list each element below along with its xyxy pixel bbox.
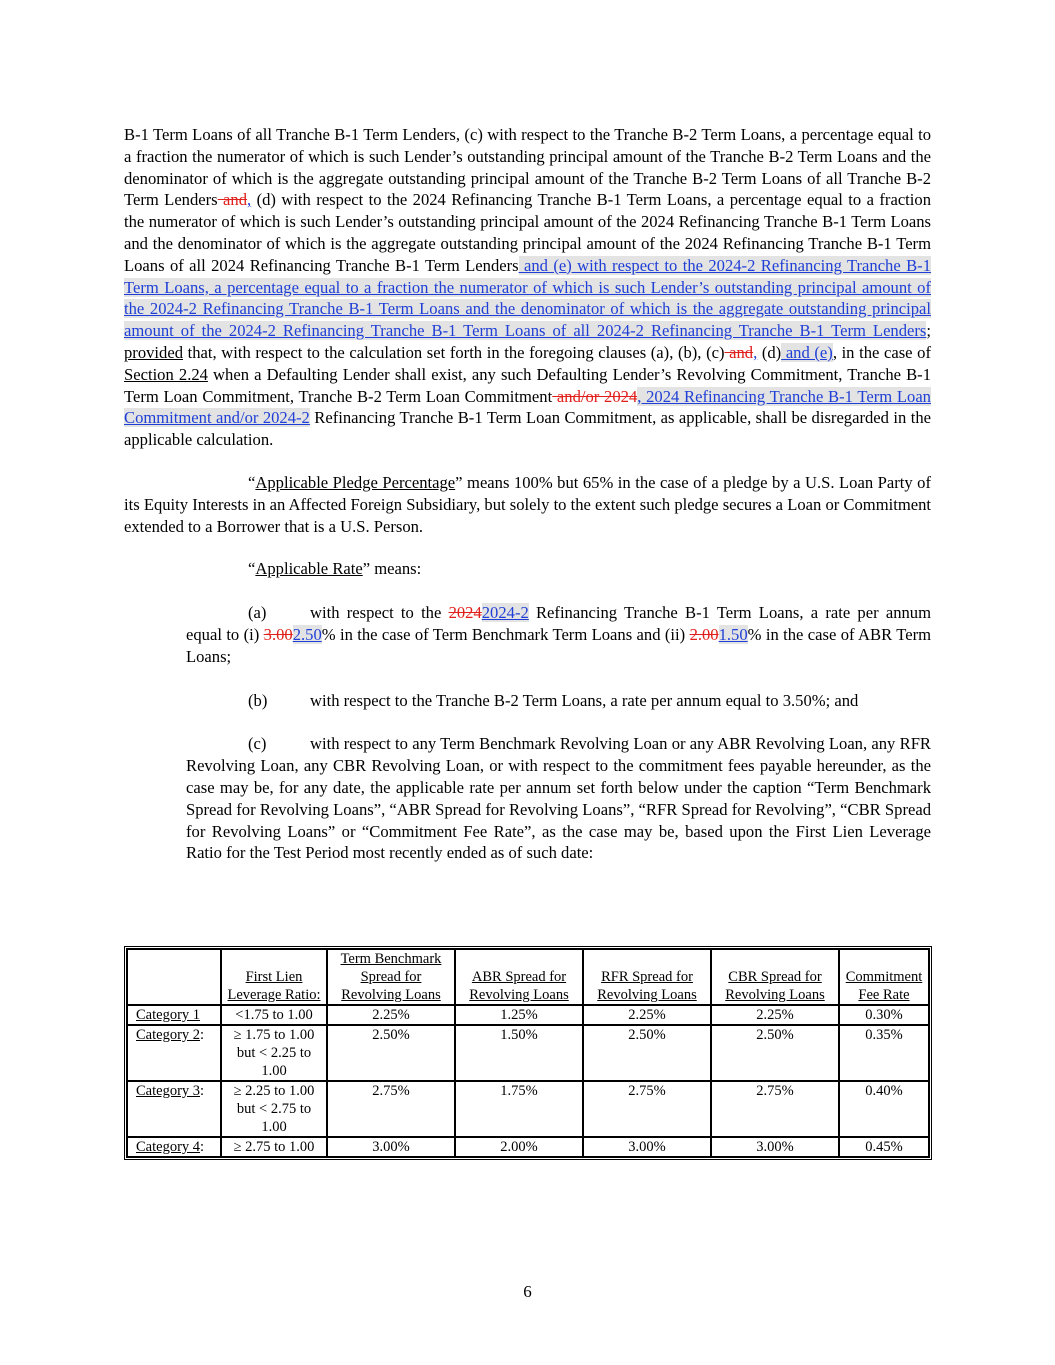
category-cell bbox=[127, 1005, 221, 1025]
page-number: 6 bbox=[523, 1282, 532, 1301]
deleted-text: and bbox=[217, 190, 248, 210]
clause-text: with respect to the Tranche B-2 Term Loans, a rate per annum equal to 3.50%; and bbox=[310, 690, 859, 710]
category-label: Category 2 bbox=[136, 1027, 201, 1043]
clause-a bbox=[186, 602, 931, 667]
deleted-text: and bbox=[724, 342, 754, 362]
inserted-text: 2.50 bbox=[292, 624, 322, 644]
abr-cell: 1.50% bbox=[455, 1025, 583, 1081]
text-run: Refinancing Tranche B-1 Term Loans, a rate per annum equal to (i) bbox=[186, 603, 931, 644]
inserted-text: 2024-2 bbox=[481, 603, 529, 623]
term-benchmark-cell: 2.50% bbox=[327, 1025, 455, 1081]
rfr-cell: 2.25% bbox=[583, 1005, 711, 1025]
text-run: Refinancing Tranche B-1 Term Loan Commitment, as applicable, shall be disregarded in the applicable calculation. bbox=[124, 408, 932, 450]
term-benchmark-cell: 3.00% bbox=[327, 1137, 455, 1157]
category-cell bbox=[127, 1081, 221, 1137]
category-label: Category 1 bbox=[136, 1007, 201, 1023]
clause-label: (b) bbox=[248, 690, 268, 710]
ratio-cell: ≥ 2.25 to 1.00 but < 2.75 to 1.00 bbox=[221, 1081, 327, 1137]
category-suffix: : bbox=[200, 1027, 205, 1043]
text-run: % in the case of Term Benchmark Term Loans and (ii) bbox=[321, 624, 690, 644]
term-benchmark-cell: 2.25% bbox=[327, 1005, 455, 1025]
rfr-cell: 3.00% bbox=[583, 1137, 711, 1157]
inserted-text: , 2024 Refinancing Tranche B-1 Term Loan Commitment and/or 2024-2 bbox=[124, 386, 931, 428]
applicable-rate-definition bbox=[124, 558, 931, 580]
table-row bbox=[127, 1025, 929, 1081]
applicable-pledge-percentage-definition bbox=[124, 472, 931, 537]
inserted-text: 1.50 bbox=[718, 624, 748, 644]
cbr-cell: 3.00% bbox=[711, 1137, 839, 1157]
provided-term: provided bbox=[124, 342, 183, 362]
cbr-cell: 2.25% bbox=[711, 1005, 839, 1025]
abr-cell: 1.75% bbox=[455, 1081, 583, 1137]
inserted-text: and (e) bbox=[781, 342, 833, 362]
text-run: (d) bbox=[757, 342, 782, 362]
header-term-benchmark: Term Benchmark Spread for Revolving Loans bbox=[340, 951, 442, 1003]
abr-cell: 1.25% bbox=[455, 1005, 583, 1025]
table-header-cell bbox=[221, 949, 327, 1005]
cbr-cell: 2.50% bbox=[711, 1025, 839, 1081]
section-reference: Section 2.24 bbox=[124, 364, 208, 384]
deleted-text: and/or 2024 bbox=[552, 386, 638, 406]
text-run: that, with respect to the calculation set forth in the foregoing clauses (a), (b), (c) bbox=[183, 342, 725, 362]
table-header-cell bbox=[327, 949, 455, 1005]
document-body bbox=[124, 124, 931, 864]
clause-c bbox=[186, 733, 931, 864]
fee-cell: 0.40% bbox=[839, 1081, 929, 1137]
text-run: (d) with respect to the 2024 Refinancing Tranche B-1 Term Loans, a percentage equal to a fraction the numerator of which is such Lender’s outstanding principal amount of the 2024 Refinancing Tranche B-1 Term Loans and the denominator of which is the aggregate outstanding principal amount of the 2024 Refinancing Tranche B-1 Term Loans of all 2024 Refinancing Tranche B-1 Term Lenders bbox=[124, 190, 931, 275]
table-header-cell bbox=[455, 949, 583, 1005]
category-cell bbox=[127, 1025, 221, 1081]
header-cbr-spread: CBR Spread for Revolving Loans bbox=[725, 969, 825, 1003]
clause-label: (a) bbox=[248, 603, 267, 623]
category-suffix: : bbox=[200, 1083, 205, 1099]
ratio-cell: ≥ 1.75 to 1.00 but < 2.25 to 1.00 bbox=[221, 1025, 327, 1081]
cbr-cell: 2.75% bbox=[711, 1081, 839, 1137]
category-cell bbox=[127, 1137, 221, 1157]
deleted-text: 3.00 bbox=[263, 624, 293, 644]
fee-cell: 0.45% bbox=[839, 1137, 929, 1157]
fee-cell: 0.35% bbox=[839, 1025, 929, 1081]
table-row bbox=[127, 1137, 929, 1157]
text-run: with respect to the bbox=[310, 603, 449, 623]
defined-term: Applicable Rate bbox=[255, 559, 363, 579]
table-row bbox=[127, 1005, 929, 1025]
ratio-cell: <1.75 to 1.00 bbox=[221, 1005, 327, 1025]
defined-term: Applicable Pledge Percentage bbox=[255, 472, 456, 492]
clause-label: (c) bbox=[248, 734, 267, 754]
text-run: ; bbox=[926, 321, 931, 341]
table-row bbox=[127, 1081, 929, 1137]
text-run: B-1 Term Loans of all Tranche B-1 Term Lenders, (c) with respect to the Tranche B-2 Term Loans, a percentage equal to a fraction the numerator of which is such Lender’s outstanding principal amount of the Tranche B-2 Term Loans and the denominator of which is the aggregate outstanding principal amount of the Tranche B-2 Term Loans of all Tranche B-2 Term Lenders bbox=[124, 125, 931, 210]
definition-text: ” means: bbox=[362, 559, 422, 579]
header-abr-spread: ABR Spread for Revolving Loans bbox=[469, 969, 569, 1003]
open-quote: “ bbox=[248, 472, 256, 492]
rfr-cell: 2.50% bbox=[583, 1025, 711, 1081]
table-header-cell bbox=[711, 949, 839, 1005]
text-run: % in the case of ABR Term Loans; bbox=[186, 624, 932, 666]
applicable-rate-table bbox=[124, 946, 932, 1160]
term-benchmark-cell: 2.75% bbox=[327, 1081, 455, 1137]
inserted-text: , bbox=[247, 190, 252, 210]
table-header-cell bbox=[583, 949, 711, 1005]
deleted-text: 2.00 bbox=[689, 624, 719, 644]
table-header-row bbox=[127, 949, 929, 1005]
definition-paragraph-continued bbox=[124, 124, 931, 451]
deleted-text: 2024 bbox=[448, 603, 482, 623]
clause-b bbox=[186, 690, 931, 712]
abr-cell: 2.00% bbox=[455, 1137, 583, 1157]
category-label: Category 4 bbox=[136, 1139, 201, 1155]
ratio-cell: ≥ 2.75 to 1.00 bbox=[221, 1137, 327, 1157]
table-header-cell bbox=[839, 949, 929, 1005]
inserted-text: , bbox=[753, 342, 758, 362]
header-rfr-spread: RFR Spread for Revolving Loans bbox=[597, 969, 697, 1003]
header-leverage-ratio: First Lien Leverage Ratio: bbox=[227, 969, 321, 1003]
rfr-cell: 2.75% bbox=[583, 1081, 711, 1137]
text-run: when a Defaulting Lender shall exist, any such Defaulting Lender’s Revolving Commitment, Tranche B-1 Term Loan Commitment, Tranche B-2 Term Loan Commitment bbox=[124, 364, 931, 406]
table-header-cell bbox=[127, 949, 221, 1005]
category-label: Category 3 bbox=[136, 1083, 201, 1099]
clause-text: with respect to any Term Benchmark Revolving Loan or any ABR Revolving Loan, any RFR Revolving Loan, any CBR Revolving Loan, or with respect to the commitment fees payable hereunder, as the case may be, for any date, the applicable rate per annum set forth below under the caption “Term Benchmark Spread for Revolving Loans”, “ABR Spread for Revolving Loans”, “RFR Spread for Revolving”, “CBR Spread for Revolving Loans” or “Commitment Fee Rate”, as the case may be, based upon the First Lien Leverage Ratio for the Test Period most recently ended as of such date: bbox=[186, 734, 931, 863]
definition-text: ” means 100% but 65% in the case of a pledge by a U.S. Loan Party of its Equity Interests in an Affected Foreign Subsidiary, but solely to the extent such pledge secures a Loan or Commitment extended to a Borrower that is a U.S. Person. bbox=[124, 472, 932, 536]
category-suffix: : bbox=[200, 1139, 205, 1155]
header-commitment-fee: Commitment Fee Rate bbox=[845, 969, 923, 1003]
open-quote: “ bbox=[248, 559, 256, 579]
fee-cell: 0.30% bbox=[839, 1005, 929, 1025]
text-run: , in the case of bbox=[832, 342, 931, 362]
inserted-text: and (e) with respect to the 2024-2 Refinancing Tranche B-1 Term Loans, a percentage equal to a fraction the numerator of which is such Lender’s outstanding principal amount of the 2024-2 Refinancing Tranche B-1 Term Loans and the denominator of which is the aggregate outstanding principal amount of the 2024-2 Refinancing Tranche B-1 Term Loans of all 2024-2 Refinancing Tranche B-1 Term Lenders bbox=[124, 255, 931, 341]
